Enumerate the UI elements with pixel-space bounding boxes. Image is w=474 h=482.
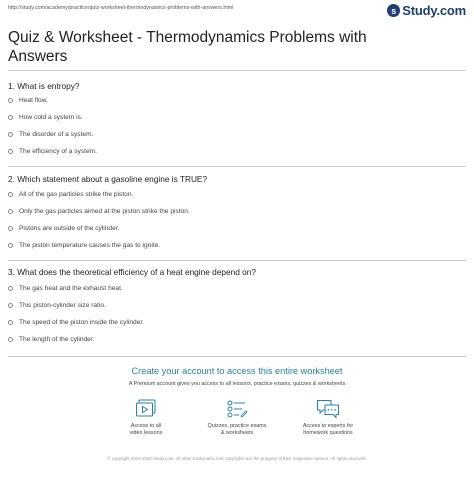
option-label: Pistons are outside of the cylinder. [19, 225, 120, 232]
footer [0, 456, 474, 462]
radio-button[interactable] [8, 243, 13, 248]
radio-button[interactable] [8, 209, 13, 214]
option-label: The gas heat and the exhaust heat. [19, 285, 123, 292]
radio-button[interactable] [8, 149, 13, 154]
feature-experts [278, 399, 378, 437]
question-2: 2. Which statement about a gasoline engine is TRUE? [8, 174, 208, 184]
option-label: This piston-cylinder size ratio. [19, 302, 106, 309]
cta-subtitle: A Premium account gives you access to all lessons, practice exams, quizzes & worksheets [128, 381, 346, 387]
copyright-text: © copyright 2003-2020 Study.com. All other trademarks and copyrights are the property of their respective owners. All rights reserved. [107, 456, 367, 461]
feature-quizzes [187, 399, 287, 437]
quiz-icon [226, 399, 248, 419]
option-label: Heat flow. [19, 97, 48, 104]
option-label: The piston temperature causes the gas to ignite. [19, 242, 161, 249]
question-divider [8, 166, 466, 167]
page-url: http://study.com/academy/practice/quiz-worksheet-thermodynamics-problems-with-answers.html [8, 5, 234, 11]
question-1-option-3[interactable] [8, 131, 93, 138]
option-label: How cold a system is. [19, 114, 83, 121]
radio-button[interactable] [8, 286, 13, 291]
feature-label-line1: Access to all [130, 423, 162, 429]
option-label: The efficiency of a system. [19, 148, 97, 155]
feature-label-line2: & worksheets [220, 430, 254, 436]
page-title: Quiz & Worksheet - Thermodynamics Problems with Answers [8, 29, 367, 65]
question-divider [8, 260, 466, 261]
feature-label-line1: Access to experts for [302, 423, 354, 429]
header-bar [0, 0, 474, 22]
study-logo[interactable] [387, 3, 466, 18]
radio-button[interactable] [8, 192, 13, 197]
radio-button[interactable] [8, 320, 13, 325]
question-3-option-2[interactable] [8, 302, 106, 309]
chat-icon [316, 399, 340, 419]
question-2-option-3[interactable] [8, 225, 119, 232]
radio-button[interactable] [8, 226, 13, 231]
question-1-option-1[interactable] [8, 97, 48, 104]
question-3-option-3[interactable] [8, 319, 144, 326]
option-label: The disorder of a system. [19, 131, 94, 138]
question-3: 3. What does the theoretical efficiency of a heat engine depend on? [8, 267, 257, 277]
feature-label-line1: Quizzes, practice exams [207, 423, 267, 429]
question-2-option-2[interactable] [8, 208, 190, 215]
question-2-option-1[interactable] [8, 191, 133, 198]
radio-button[interactable] [8, 132, 13, 137]
radio-button[interactable] [8, 303, 13, 308]
radio-button[interactable] [8, 115, 13, 120]
question-3-option-4[interactable] [8, 336, 95, 343]
question-3-option-1[interactable] [8, 285, 123, 292]
radio-button[interactable] [8, 337, 13, 342]
option-label: The length of the cylinder. [19, 336, 95, 343]
option-label: The speed of the piston inside the cylinder. [19, 319, 144, 326]
question-2-option-4[interactable] [8, 242, 160, 249]
feature-label-line2: video lessons [129, 430, 163, 436]
option-label: All of the gas particles strike the piston. [19, 191, 134, 198]
radio-button[interactable] [8, 98, 13, 103]
cta-title[interactable]: Create your account to access this entire worksheet [131, 366, 343, 376]
feature-label-line2: homework questions [303, 430, 353, 436]
video-icon [135, 399, 157, 419]
logo-mark: s [387, 4, 400, 17]
question-divider [8, 356, 466, 357]
feature-video-lessons [96, 399, 196, 437]
option-label: Only the gas particles aimed at the piston strike the piston. [19, 208, 190, 215]
question-1-option-2[interactable] [8, 114, 83, 121]
question-1-option-4[interactable] [8, 148, 97, 155]
logo-text: Study.com [402, 3, 466, 18]
title-divider [8, 70, 466, 71]
question-1: 1. What is entropy? [8, 81, 80, 91]
